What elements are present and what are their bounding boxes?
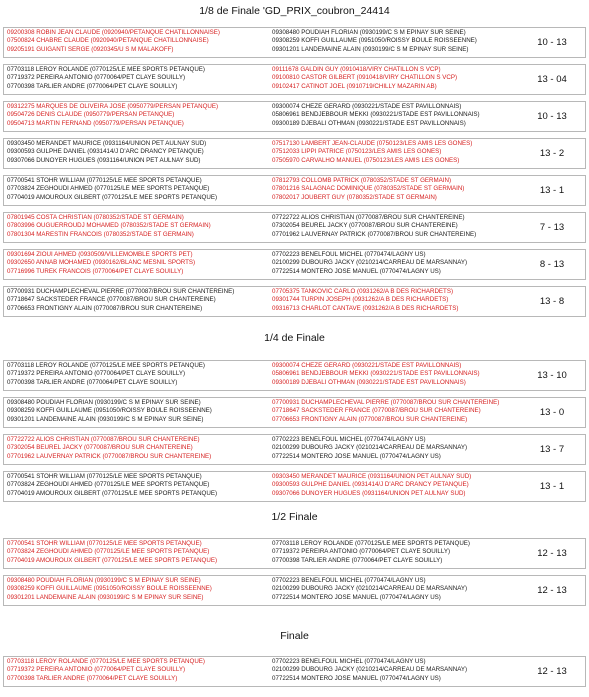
player-line: 05806961 BENDJEBBOUR MEKKI (0930221/STADE EST PAVILLONNAIS) bbox=[272, 370, 480, 378]
player-line: 09303450 MERANDET MAURICE (0931164/UNION PET AULNAY SUD) bbox=[272, 473, 472, 480]
player-line: 07700541 STOHR WILLIAM (0770125/LE MEE SPORTS PETANQUE) bbox=[7, 473, 202, 480]
right-team bbox=[272, 399, 528, 424]
player-line: 07701962 LAUVERNAY PATRICK (0770087/BROU SUR CHANTEREINE) bbox=[272, 230, 477, 238]
left-team bbox=[7, 177, 269, 202]
player-line: 07700398 TARLIER ANDRE (0770064/PET CLAYE SOUILLY) bbox=[7, 674, 178, 682]
player-line: 07703118 LEROY ROLANDE (0770125/LE MEE SPORTS PETANQUE) bbox=[272, 540, 470, 547]
left-team bbox=[7, 473, 269, 498]
match-score: 7 - 13 bbox=[539, 222, 565, 233]
match-row bbox=[3, 286, 586, 317]
match-score: 13 - 7 bbox=[539, 444, 565, 455]
player-line: 09308259 KOFFI GUILLAUME (0951050/ROISSY BOULE ROISSEENNE) bbox=[272, 37, 477, 45]
player-line: 07703118 LEROY ROLANDE (0770125/LE MEE SPORTS PETANQUE) bbox=[7, 66, 205, 73]
match-row bbox=[3, 27, 586, 58]
right-team bbox=[272, 66, 528, 91]
player-line: 09308480 POUDIAH FLORIAN (0930199/C S M EPINAY SUR SEINE) bbox=[7, 577, 201, 584]
left-team bbox=[7, 251, 269, 276]
player-line: 09308259 KOFFI GUILLAUME (0951050/ROISSY BOULE ROISSEENNE) bbox=[7, 585, 212, 593]
left-team bbox=[7, 140, 269, 165]
player-line: 07722722 ALIOS CHRISTIAN (0770087/BROU SUR CHANTEREINE) bbox=[7, 436, 200, 443]
player-line: 02100299 DUBOURG JACKY (0210214/CARREAU DE MARSANNAY) bbox=[272, 444, 468, 452]
player-line: 07700931 DUCHAMPLECHEVAL PIERRE (0770087/BROU SUR CHANTEREINE) bbox=[7, 288, 235, 295]
player-line: 07803996 OUGUERROUDJ MOHAMED (0780352/STADE ST GERMAIN) bbox=[7, 222, 211, 230]
player-line: 07722514 MONTERO JOSE MANUEL (0770474/LAGNY US) bbox=[272, 267, 441, 275]
left-team bbox=[7, 399, 269, 424]
player-line: 09504713 MARTIN FERNAND (0950779/PERSAN PETANQUE) bbox=[7, 119, 184, 127]
player-line: 09316713 CHARLOT CANTAVE (0931262/A B DES RICHARDETS) bbox=[272, 304, 459, 312]
player-line: 09312275 MARQUES DE OLIVEIRA JOSE (0950779/PERSAN PETANQUE) bbox=[7, 103, 219, 110]
left-team bbox=[7, 288, 269, 313]
match-score: 12 - 13 bbox=[537, 666, 567, 677]
player-line: 09200308 ROBIN JEAN CLAUDE (0920940/PETANQUE CHATILLONNAISE) bbox=[7, 29, 220, 36]
player-line: 09300189 DJEBALI OTHMAN (0930221/STADE EST PAVILLONNAIS) bbox=[272, 378, 466, 386]
player-line: 09300189 DJEBALI OTHMAN (0930221/STADE EST PAVILLONNAIS) bbox=[272, 119, 466, 127]
right-team bbox=[272, 436, 528, 461]
player-line: 07801216 SALAGNAC DOMINIQUE (0780352/STADE ST GERMAIN) bbox=[272, 185, 465, 193]
right-team bbox=[272, 140, 528, 165]
match-score: 10 - 13 bbox=[537, 111, 567, 122]
player-line: 09102417 CATINOT JOEL (0910719/CHILLY MAZARIN AB) bbox=[272, 82, 437, 90]
match-row bbox=[3, 538, 586, 569]
player-line: 07302054 BEUREL JACKY (0770087/BROU SUR CHANTEREINE) bbox=[7, 444, 193, 452]
player-line: 07722514 MONTERO JOSE MANUEL (0770474/LAGNY US) bbox=[272, 452, 441, 460]
player-line: 07505970 CARVALHO MANUEL (0750123/LES AMIS LES GONES) bbox=[272, 156, 460, 164]
match-score: 13 - 8 bbox=[539, 296, 565, 307]
match-row bbox=[3, 212, 586, 243]
right-team bbox=[272, 362, 528, 387]
player-line: 07700541 STOHR WILLIAM (0770125/LE MEE SPORTS PETANQUE) bbox=[7, 540, 202, 547]
round-title-final: Finale bbox=[280, 630, 309, 642]
right-team bbox=[272, 577, 528, 602]
player-line: 07704019 AMOUROUX GILBERT (0770125/LE MEE SPORTS PETANQUE) bbox=[7, 489, 218, 497]
match-score: 13 - 1 bbox=[539, 185, 565, 196]
player-line: 07801945 COSTA CHRISTIAN (0780352/STADE ST GERMAIN) bbox=[7, 214, 184, 221]
player-line: 09307066 DUNOYER HUGUES (0931164/UNION PET AULNAY SUD) bbox=[7, 156, 201, 164]
player-line: 07700931 DUCHAMPLECHEVAL PIERRE (0770087/BROU SUR CHANTEREINE) bbox=[272, 399, 500, 406]
match-score: 13 - 2 bbox=[539, 148, 565, 159]
match-score: 13 - 10 bbox=[537, 370, 567, 381]
player-line: 02100299 DUBOURG JACKY (0210214/CARREAU DE MARSANNAY) bbox=[272, 259, 468, 267]
right-team bbox=[272, 288, 528, 313]
left-team bbox=[7, 540, 269, 565]
player-line: 09308480 POUDIAH FLORIAN (0930199/C S M EPINAY SUR SEINE) bbox=[272, 29, 466, 36]
match-row bbox=[3, 397, 586, 428]
player-line: 07512033 LIPPI PATRICE (0750123/LES AMIS LES GONES) bbox=[272, 148, 442, 156]
round-title-eighth: 1/8 de Finale 'GD_PRIX_coubron_24414 bbox=[199, 5, 390, 17]
player-line: 02100299 DUBOURG JACKY (0210214/CARREAU DE MARSANNAY) bbox=[272, 585, 468, 593]
match-score: 12 - 13 bbox=[537, 548, 567, 559]
player-line: 07517130 LAMBERT JEAN-CLAUDE (0750123/LES AMIS LES GONES) bbox=[272, 140, 473, 147]
player-line: 07722722 ALIOS CHRISTIAN (0770087/BROU SUR CHANTEREINE) bbox=[272, 214, 465, 221]
player-line: 07704019 AMOUROUX GILBERT (0770125/LE MEE SPORTS PETANQUE) bbox=[7, 193, 218, 201]
player-line: 07701962 LAUVERNAY PATRICK (0770087/BROU SUR CHANTEREINE) bbox=[7, 452, 212, 460]
left-team bbox=[7, 214, 269, 239]
player-line: 07702223 BENELFOUL MICHEL (0770474/LAGNY US) bbox=[272, 436, 426, 443]
player-line: 09308259 KOFFI GUILLAUME (0951050/ROISSY BOULE ROISSEENNE) bbox=[7, 407, 212, 415]
player-line: 09300593 GULPHE DANIEL (0931414/J D'ARC DRANCY PETANQUE) bbox=[7, 148, 204, 156]
left-team bbox=[7, 658, 269, 683]
left-team bbox=[7, 29, 269, 54]
player-line: 09504726 DENIS CLAUDE (0950779/PERSAN PETANQUE) bbox=[7, 111, 175, 119]
right-team bbox=[272, 29, 528, 54]
player-line: 07703118 LEROY ROLANDE (0770125/LE MEE SPORTS PETANQUE) bbox=[7, 362, 205, 369]
player-line: 09100810 CASTOR GILBERT (0910418/VIRY CHATILLON S VCP) bbox=[272, 74, 458, 82]
match-score: 8 - 13 bbox=[539, 259, 565, 270]
player-line: 07703824 ZEGHOUDI AHMED (0770125/LE MEE SPORTS PETANQUE) bbox=[7, 185, 210, 193]
player-line: 09307066 DUNOYER HUGUES (0931164/UNION PET AULNAY SUD) bbox=[272, 489, 466, 497]
left-team bbox=[7, 577, 269, 602]
player-line: 09300074 CHEZE GERARD (0930221/STADE EST PAVILLONNAIS) bbox=[272, 103, 462, 110]
player-line: 07704019 AMOUROUX GILBERT (0770125/LE MEE SPORTS PETANQUE) bbox=[7, 556, 218, 564]
player-line: 07706653 FRONTIGNY ALAIN (0770087/BROU SUR CHANTEREINE) bbox=[272, 415, 468, 423]
player-line: 07702223 BENELFOUL MICHEL (0770474/LAGNY US) bbox=[272, 251, 426, 258]
player-line: 07302054 BEUREL JACKY (0770087/BROU SUR CHANTEREINE) bbox=[272, 222, 458, 230]
player-line: 09301201 LANDEMAINE ALAIN (0930199/C S M EPINAY SUR SEINE) bbox=[7, 415, 204, 423]
right-team bbox=[272, 658, 528, 683]
player-line: 07700398 TARLIER ANDRE (0770064/PET CLAYE SOUILLY) bbox=[7, 378, 178, 386]
player-line: 07700541 STOHR WILLIAM (0770125/LE MEE SPORTS PETANQUE) bbox=[7, 177, 202, 184]
match-score: 10 - 13 bbox=[537, 37, 567, 48]
player-line: 09111678 GALDIN GUY (0910418/VIRY CHATILLON S VCP) bbox=[272, 66, 441, 73]
player-line: 07801304 MARESTIN FRANCOIS (0780352/STADE ST GERMAIN) bbox=[7, 230, 194, 238]
right-team bbox=[272, 473, 528, 498]
player-line: 07718647 SACKSTEDER FRANCE (0770087/BROU SUR CHANTEREINE) bbox=[7, 296, 216, 304]
player-line: 09205191 GUIGANTI SERGE (0920345/U S M MALAKOFF) bbox=[7, 45, 174, 53]
player-line: 09301744 TURPIN JOSEPH (0931262/A B DES RICHARDETS) bbox=[272, 296, 449, 304]
player-line: 07719372 PEREIRA ANTONIO (0770064/PET CLAYE SOUILLY) bbox=[7, 370, 186, 378]
player-line: 07706653 FRONTIGNY ALAIN (0770087/BROU SUR CHANTEREINE) bbox=[7, 304, 203, 312]
player-line: 09303450 MERANDET MAURICE (0931164/UNION PET AULNAY SUD) bbox=[7, 140, 207, 147]
player-line: 07700398 TARLIER ANDRE (0770064/PET CLAYE SOUILLY) bbox=[272, 556, 443, 564]
player-line: 09302650 ANNAB MOHAMED (0930162/BLANC MESNIL SPORTS) bbox=[7, 259, 196, 267]
match-score: 13 - 1 bbox=[539, 481, 565, 492]
match-row bbox=[3, 175, 586, 206]
left-team bbox=[7, 66, 269, 91]
match-row bbox=[3, 138, 586, 169]
player-line: 07802017 JOUBERT GUY (0780352/STADE ST GERMAIN) bbox=[272, 193, 437, 201]
player-line: 09301201 LANDEMAINE ALAIN (0930199/C S M EPINAY SUR SEINE) bbox=[272, 45, 469, 53]
player-line: 07722514 MONTERO JOSE MANUEL (0770474/LAGNY US) bbox=[272, 674, 441, 682]
round-title-quarter: 1/4 de Finale bbox=[264, 332, 325, 344]
player-line: 05806961 BENDJEBBOUR MEKKI (0930221/STADE EST PAVILLONNAIS) bbox=[272, 111, 480, 119]
match-row bbox=[3, 101, 586, 132]
left-team bbox=[7, 436, 269, 461]
player-line: 07705375 TANKOVIC CARLO (0931262/A B DES RICHARDETS) bbox=[272, 288, 454, 295]
right-team bbox=[272, 103, 528, 128]
match-row bbox=[3, 360, 586, 391]
player-line: 07700398 TARLIER ANDRE (0770064/PET CLAYE SOUILLY) bbox=[7, 82, 178, 90]
round-title-semi: 1/2 Finale bbox=[271, 511, 318, 523]
right-team bbox=[272, 540, 528, 565]
player-line: 07702223 BENELFOUL MICHEL (0770474/LAGNY US) bbox=[272, 577, 426, 584]
match-row bbox=[3, 575, 586, 606]
player-line: 07703824 ZEGHOUDI AHMED (0770125/LE MEE SPORTS PETANQUE) bbox=[7, 548, 210, 556]
player-line: 07719372 PEREIRA ANTONIO (0770064/PET CLAYE SOUILLY) bbox=[7, 74, 186, 82]
match-row bbox=[3, 64, 586, 95]
player-line: 07703824 ZEGHOUDI AHMED (0770125/LE MEE SPORTS PETANQUE) bbox=[7, 481, 210, 489]
match-score: 13 - 04 bbox=[537, 74, 567, 85]
player-line: 07719372 PEREIRA ANTONIO (0770064/PET CLAYE SOUILLY) bbox=[7, 666, 186, 674]
player-line: 09300593 GULPHE DANIEL (0931414/J D'ARC DRANCY PETANQUE) bbox=[272, 481, 469, 489]
player-line: 07703118 LEROY ROLANDE (0770125/LE MEE SPORTS PETANQUE) bbox=[7, 658, 205, 665]
match-row bbox=[3, 434, 586, 465]
player-line: 09301694 ZIOUI AHMED (0930509/VILLEMOMBLE SPORTS PET) bbox=[7, 251, 193, 258]
right-team bbox=[272, 214, 528, 239]
player-line: 09301201 LANDEMAINE ALAIN (0930199/C S M EPINAY SUR SEINE) bbox=[7, 593, 204, 601]
right-team bbox=[272, 177, 528, 202]
player-line: 07718647 SACKSTEDER FRANCE (0770087/BROU SUR CHANTEREINE) bbox=[272, 407, 481, 415]
player-line: 07719372 PEREIRA ANTONIO (0770064/PET CLAYE SOUILLY) bbox=[272, 548, 451, 556]
match-score: 12 - 13 bbox=[537, 585, 567, 596]
match-row bbox=[3, 249, 586, 280]
player-line: 07702223 BENELFOUL MICHEL (0770474/LAGNY US) bbox=[272, 658, 426, 665]
player-line: 07500824 CHABRE CLAUDE (0920940/PETANQUE CHATILLONNAISE) bbox=[7, 37, 209, 45]
left-team bbox=[7, 362, 269, 387]
player-line: 09300074 CHEZE GERARD (0930221/STADE EST PAVILLONNAIS) bbox=[272, 362, 462, 369]
player-line: 09308480 POUDIAH FLORIAN (0930199/C S M EPINAY SUR SEINE) bbox=[7, 399, 201, 406]
match-score: 13 - 0 bbox=[539, 407, 565, 418]
player-line: 07722514 MONTERO JOSE MANUEL (0770474/LAGNY US) bbox=[272, 593, 441, 601]
player-line: 07812793 COLLOMB PATRICK (0780352/STADE ST GERMAIN) bbox=[272, 177, 452, 184]
player-line: 02100299 DUBOURG JACKY (0210214/CARREAU DE MARSANNAY) bbox=[272, 666, 468, 674]
match-row bbox=[3, 656, 586, 687]
match-row bbox=[3, 471, 586, 502]
left-team bbox=[7, 103, 269, 128]
player-line: 07716996 TUREK FRANCOIS (0770064/PET CLAYE SOUILLY) bbox=[7, 267, 184, 275]
right-team bbox=[272, 251, 528, 276]
